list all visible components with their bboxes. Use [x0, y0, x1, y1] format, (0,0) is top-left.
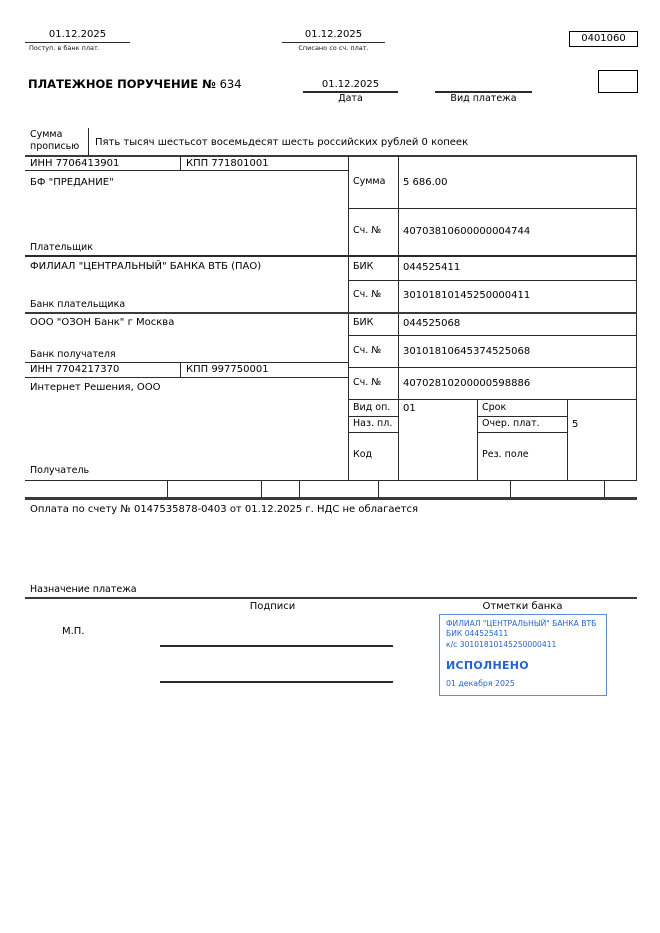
- stamp-bank-name: ФИЛИАЛ "ЦЕНТРАЛЬНЫЙ" БАНКА ВТБ: [446, 619, 597, 628]
- code-label: Код: [353, 449, 373, 460]
- stamp-bik: БИК 044525411: [446, 629, 509, 639]
- signatures-label: Подписи: [249, 601, 296, 612]
- payee-bank-label: Банк получателя: [30, 349, 116, 360]
- amount-value: 5 686.00: [403, 177, 448, 188]
- term-label: Срок: [482, 402, 507, 413]
- received-date-label: Поступ. в банк плат.: [29, 44, 100, 52]
- rule-under-purpose: [25, 597, 637, 599]
- payment-kind-label: Вид платежа: [450, 93, 517, 104]
- amount-words-label-2: прописью: [30, 141, 80, 152]
- payee-bank-account-label: Сч. №: [353, 345, 382, 356]
- subtable-h2a: [348, 432, 398, 433]
- rule-under-payer-bank-bik: [348, 280, 637, 281]
- bank-stamp: [439, 614, 607, 696]
- stamp-corr-account: к/с 30101810145250000411: [446, 639, 557, 649]
- table-rule-v-right: [636, 155, 637, 480]
- rule-under-payee-bank-bik: [348, 335, 637, 336]
- fields-row-div4: [378, 480, 379, 497]
- subtable-v1: [477, 399, 478, 480]
- payee-bank-bik-label: БИК: [353, 317, 374, 328]
- reserve-field-label: Рез. поле: [482, 449, 529, 460]
- payer-account-label: Сч. №: [353, 225, 382, 236]
- stamp-place-label: М.П.: [62, 626, 85, 637]
- subtable-h2b: [477, 432, 567, 433]
- payer-label: Плательщик: [30, 242, 93, 253]
- doc-title: ПЛАТЕЖНОЕ ПОРУЧЕНИЕ №: [28, 77, 216, 91]
- doc-date-value: 01.12.2025: [321, 79, 380, 90]
- payee-inn: ИНН 7704217370: [30, 364, 120, 375]
- table-rule-v-values: [398, 155, 399, 480]
- payer-bank-account-label: Сч. №: [353, 289, 382, 300]
- payer-inn-kpp-divider: [180, 155, 181, 170]
- payer-bank-bik-label: БИК: [353, 261, 374, 272]
- rule-under-payee: [25, 480, 637, 481]
- naz-pl-label: Наз. пл.: [353, 418, 393, 429]
- rule-under-payer: [25, 255, 637, 257]
- payment-kind-box: [598, 70, 638, 93]
- payee-account-label: Сч. №: [353, 377, 382, 388]
- rule-under-payee-inn: [25, 377, 348, 378]
- fields-row-div5: [510, 480, 511, 497]
- fields-row-div1: [167, 480, 168, 497]
- debited-date-value: 01.12.2025: [304, 29, 363, 40]
- fields-row-div3: [299, 480, 300, 497]
- priority-value: 5: [572, 419, 579, 430]
- stamp-status: ИСПОЛНЕНО: [446, 659, 529, 673]
- subtable-h1a: [348, 416, 398, 417]
- signature-line-1: [160, 645, 393, 647]
- payee-bank-bik: 044525068: [403, 318, 461, 329]
- debited-date-label: Списано со сч. плат.: [298, 44, 369, 52]
- op-kind-value: 01: [403, 403, 416, 414]
- payer-kpp: КПП 771801001: [186, 158, 269, 169]
- payee-inn-kpp-divider: [180, 362, 181, 377]
- rule-under-amount: [348, 208, 637, 209]
- payer-name: БФ "ПРЕДАНИЕ": [30, 177, 114, 188]
- payment-purpose-text: Оплата по счету № 0147535878-0403 от 01.12.2025 г. НДС не облагается: [30, 504, 419, 515]
- form-code-box: 0401060: [569, 31, 638, 47]
- table-rule-bottom: [25, 497, 637, 500]
- table-rule-top: [25, 155, 637, 157]
- payee-account: 40702810200000598886: [403, 378, 531, 389]
- rule-under-payer-inn: [25, 170, 348, 171]
- amount-label: Сумма: [353, 176, 386, 187]
- payee-label: Получатель: [30, 465, 90, 476]
- payer-bank-name: ФИЛИАЛ "ЦЕНТРАЛЬНЫЙ" БАНКА ВТБ (ПАО): [30, 261, 262, 272]
- amount-words-label-1: Сумма: [30, 129, 63, 140]
- payee-name: Интернет Решения, ООО: [30, 382, 161, 393]
- payee-bank-name: ООО "ОЗОН Банк" г Москва: [30, 317, 175, 328]
- signature-line-2: [160, 681, 393, 683]
- rule-under-payee-bank-account: [348, 367, 637, 368]
- priority-label: Очер. плат.: [482, 418, 540, 429]
- payer-account: 40703810600000004744: [403, 226, 531, 237]
- fields-row-div2: [261, 480, 262, 497]
- subtable-h1b: [477, 416, 567, 417]
- rule-under-payer-bank: [25, 312, 637, 314]
- doc-number: 634: [219, 77, 242, 91]
- received-date-value: 01.12.2025: [48, 29, 107, 40]
- payment-purpose-label: Назначение платежа: [30, 584, 137, 595]
- amount-words-divider: [88, 128, 89, 155]
- rule-under-payee-bank-label: [25, 362, 348, 363]
- payer-bank-bik: 044525411: [403, 262, 461, 273]
- bank-marks-label: Отметки банка: [482, 601, 563, 612]
- payee-kpp: КПП 997750001: [186, 364, 269, 375]
- payer-inn: ИНН 7706413901: [30, 158, 120, 169]
- payee-bank-account: 30101810645374525068: [403, 346, 531, 357]
- date-label: Дата: [338, 93, 363, 104]
- payer-bank-account: 30101810145250000411: [403, 290, 531, 301]
- rule-under-payee-account: [348, 399, 637, 400]
- payer-bank-label: Банк плательщика: [30, 299, 126, 310]
- fields-row-div6: [604, 480, 605, 497]
- subtable-v2: [567, 399, 568, 480]
- doc-title-row: [28, 78, 242, 91]
- stamp-date: 01 декабря 2025: [446, 678, 515, 688]
- op-kind-label: Вид оп.: [353, 402, 391, 413]
- amount-words-value: Пять тысяч шестьсот восемьдесят шесть российских рублей 0 копеек: [95, 137, 469, 148]
